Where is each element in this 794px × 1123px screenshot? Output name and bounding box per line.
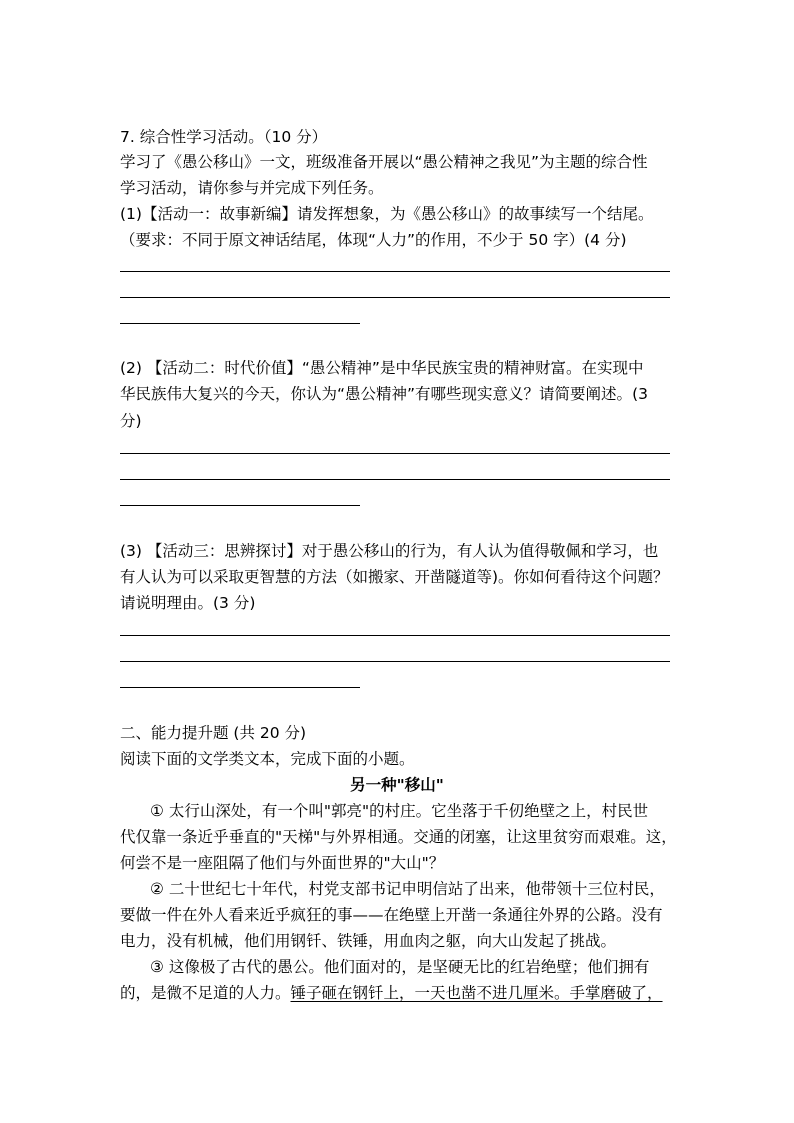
reading-instruction: 阅读下面的文学类文本，完成下面的小题。 — [120, 750, 415, 768]
task-3-prompt: 有人认为可以采取更智慧的方法（如搬家、开凿隧道等)。你如何看待这个问题？ — [120, 568, 669, 586]
paragraph-2: 要做一件在外人看来近乎疯狂的事——在绝壁上开凿一条通往外界的公路。没有 — [120, 906, 663, 924]
task-2-prompt: 华民族伟大复兴的今天，你认为“愚公精神”有哪些现实意义？请简要阐述。(3 — [120, 385, 648, 403]
paragraph-1: 何尝不是一座阻隔了他们与外面世界的"大山"？ — [120, 854, 445, 872]
paragraph-1: ① 太行山深处，有一个叫"郭亮"的村庄。它坐落于千仞绝壁之上，村民世 — [150, 802, 649, 820]
task-2-prompt: (2) 【活动二：时代价值】“愚公精神”是中华民族宝贵的精神财富。在实现中 — [120, 359, 644, 377]
question-7-heading: 7. 综合性学习活动。（10 分） — [120, 128, 328, 146]
task-3-prompt: 请说明理由。(3 分) — [120, 594, 256, 612]
answer-line[interactable] — [120, 479, 670, 480]
task-1-requirement: （要求：不同于原文神话结尾，体现“人力”的作用，不少于 50 字）(4 分) — [120, 231, 627, 249]
paragraph-2: ② 二十世纪七十年代，村党支部书记申明信站了出来，他带领十三位村民， — [150, 880, 665, 898]
question-7-intro-line: 学习了《愚公移山》一文，班级准备开展以“愚公精神之我见”为主题的综合性 — [120, 153, 648, 171]
answer-line[interactable] — [120, 687, 360, 688]
paragraph-3: ③ 这像极了古代的愚公。他们面对的，是坚硬无比的红岩绝壁；他们拥有 — [150, 958, 650, 976]
question-7-intro-line: 学习活动，请你参与并完成下列任务。 — [120, 179, 384, 197]
underlined-passage: 锤子砸在钢钎上，一天也凿不进几厘米。手掌磨破了， — [290, 984, 663, 1002]
section-2-heading: 二、能力提升题 (共 20 分) — [120, 724, 307, 742]
answer-line[interactable] — [120, 661, 670, 662]
task-3-prompt: (3) 【活动三：思辨探讨】对于愚公移山的行为，有人认为值得敬佩和学习，也 — [120, 542, 659, 560]
answer-line[interactable] — [120, 297, 670, 298]
task-1-prompt: (1)【活动一：故事新编】请发挥想象，为《愚公移山》的故事续写一个结尾。 — [120, 205, 654, 223]
paragraph-1: 代仅靠一条近乎垂直的"天梯"与外界相通。交通的闭塞，让这里贫穷而艰难。这， — [120, 828, 677, 846]
paragraph-3-text: 的，是微不足道的人力。 — [120, 984, 291, 1002]
answer-line[interactable] — [120, 635, 670, 636]
task-2-prompt: 分) — [120, 412, 142, 430]
answer-line[interactable] — [120, 271, 670, 272]
paragraph-2: 电力，没有机械，他们用钢钎、铁锤，用血肉之躯，向大山发起了挑战。 — [120, 932, 617, 950]
answer-line[interactable] — [120, 453, 670, 454]
article-title: 另一种"移山" — [350, 776, 444, 794]
answer-line[interactable] — [120, 323, 360, 324]
paragraph-3 — [120, 980, 663, 1006]
answer-line[interactable] — [120, 505, 360, 506]
